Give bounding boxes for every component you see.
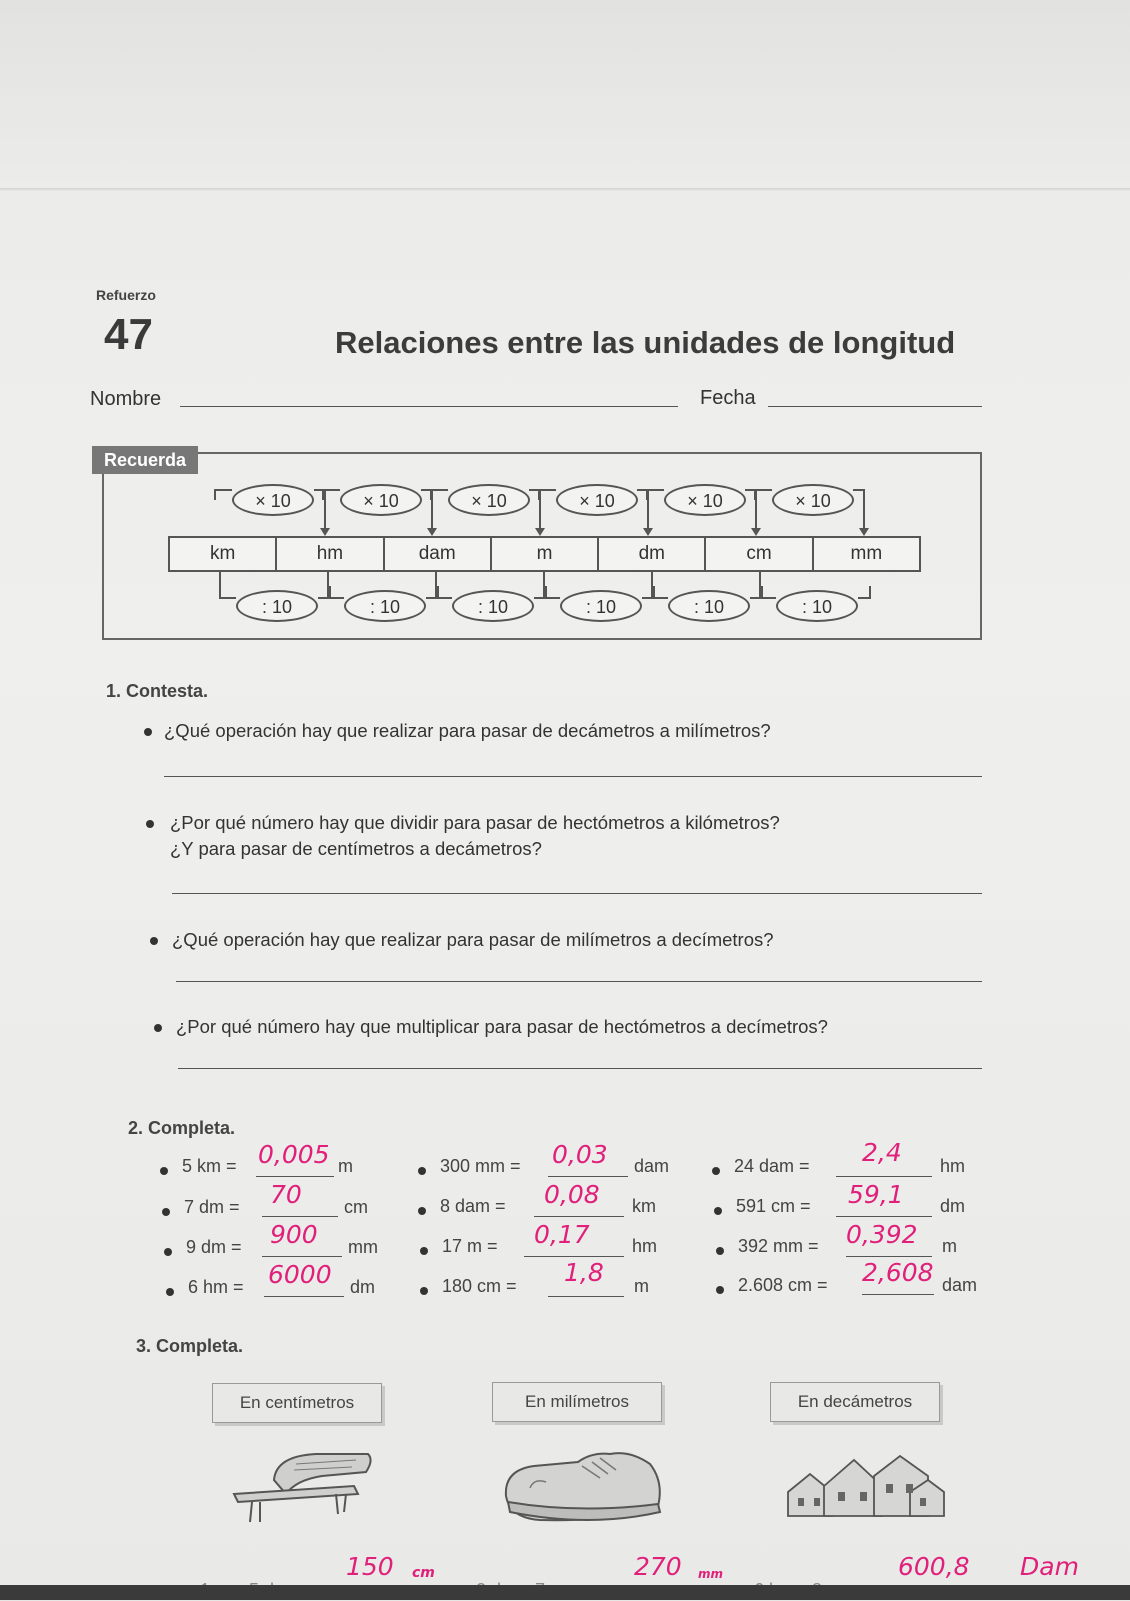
ex2-answer-line[interactable] [262, 1216, 338, 1217]
ex2-answer: 1,8 [564, 1258, 604, 1287]
bullet [714, 1207, 722, 1215]
ex3-answer: 150 [346, 1552, 394, 1581]
ex2-answer: 0,005 [258, 1140, 330, 1169]
unit-km: km [170, 538, 277, 570]
ex2-unit: mm [348, 1237, 378, 1257]
ex2-unit: cm [344, 1197, 368, 1217]
answer-line-4[interactable] [178, 1068, 982, 1069]
ex2-answer: 0,03 [552, 1140, 608, 1169]
multiply-oval-6: × 10 [772, 484, 854, 516]
bullet [716, 1247, 724, 1255]
multiply-oval-3: × 10 [448, 484, 530, 516]
unit-scale [168, 536, 921, 572]
unit-dm: dm [599, 538, 706, 570]
houses-illustration [778, 1446, 948, 1526]
ex2-left: 6 hm = [188, 1277, 244, 1297]
bench-illustration [226, 1450, 396, 1530]
divide-oval-3: : 10 [452, 590, 534, 622]
page-title: Relaciones entre las unidades de longitud [335, 325, 956, 360]
divide-oval-1: : 10 [236, 590, 318, 622]
divide-oval-2: : 10 [344, 590, 426, 622]
ex2-unit: dam [634, 1156, 670, 1176]
bullet [712, 1167, 720, 1175]
unit-mm: mm [850, 543, 883, 564]
ribbon-decametros: En decámetros [770, 1382, 940, 1422]
answer-line-1[interactable] [164, 776, 982, 777]
question-4: ¿Por qué número hay que multiplicar para pasar de hectómetros a decímetros? [176, 1016, 828, 1037]
ex3-unit: cm [412, 1565, 435, 1581]
ex2-left: 7 dm = [184, 1197, 240, 1217]
ex2-answer-line[interactable] [264, 1296, 344, 1297]
name-field[interactable] [180, 406, 678, 407]
ribbon-milimetros: En milímetros [492, 1382, 662, 1422]
answer-line-2[interactable] [172, 893, 982, 894]
ex2-left: 2.608 cm = [738, 1275, 828, 1295]
unit-cm: cm [706, 538, 813, 570]
divide-oval-6: : 10 [776, 590, 858, 622]
ex2-left: 392 mm = [738, 1236, 819, 1256]
ex2-answer-line[interactable] [846, 1256, 932, 1257]
ex2-unit: hm [632, 1236, 658, 1256]
bullet [420, 1247, 428, 1255]
ex2-answer: 0,392 [846, 1220, 918, 1249]
date-field[interactable] [768, 406, 982, 407]
question-3: ¿Qué operación hay que realizar para pasar de milímetros a decímetros? [172, 929, 774, 950]
multiply-oval-5: × 10 [664, 484, 746, 516]
ex2-answer: 2,4 [862, 1138, 902, 1167]
ex2-left: 24 dam = [734, 1156, 810, 1176]
ex2-left: 180 cm = [442, 1276, 517, 1296]
question-2b: ¿Y para pasar de centímetros a decámetros? [170, 838, 542, 859]
bullet [164, 1248, 172, 1256]
ex3-answer: 600,8 [898, 1552, 970, 1581]
exercise-3-heading: 3. Completa. [136, 1336, 244, 1356]
ribbon-centimetros: En centímetros [212, 1383, 382, 1423]
section-label: Refuerzo [96, 287, 156, 303]
date-label: Fecha [700, 387, 756, 409]
ex2-answer: 900 [270, 1220, 318, 1249]
ex3-answer: 270 [634, 1552, 682, 1581]
ex2-unit: dm [350, 1277, 376, 1297]
bottom-edge [0, 1585, 1130, 1600]
bullet [716, 1286, 724, 1294]
ex2-answer: 59,1 [848, 1180, 904, 1209]
ex2-answer-line[interactable] [836, 1176, 932, 1177]
ex2-answer: 2,608 [862, 1258, 934, 1287]
ex2-answer-line[interactable] [256, 1176, 334, 1177]
ex2-answer: 0,08 [544, 1180, 600, 1209]
divide-oval-5: : 10 [668, 590, 750, 622]
bullet [154, 1024, 162, 1032]
exercise-1-heading: 1. Contesta. [106, 681, 209, 701]
ex2-answer-line[interactable] [836, 1216, 932, 1217]
ex2-answer-line[interactable] [262, 1256, 342, 1257]
exercise-2-heading: 2. Completa. [128, 1118, 236, 1138]
question-2a: ¿Por qué número hay que dividir para pasar de hectómetros a kilómetros? [170, 812, 780, 833]
ex2-left: 17 m = [442, 1236, 498, 1256]
multiply-oval-2: × 10 [340, 484, 422, 516]
ex2-left: 9 dm = [186, 1237, 242, 1257]
ex2-left: 5 km = [182, 1156, 237, 1176]
worksheet-number: 47 [104, 310, 153, 359]
ex3-unit: mm [698, 1567, 724, 1581]
ex2-answer-line[interactable] [862, 1294, 934, 1295]
bullet [420, 1287, 428, 1295]
ex2-answer-line[interactable] [524, 1256, 624, 1257]
recuerda-tag: Recuerda [92, 446, 198, 474]
unit-m: m [492, 538, 599, 570]
multiply-oval-4: × 10 [556, 484, 638, 516]
shoe-illustration [500, 1448, 670, 1528]
bullet [418, 1167, 426, 1175]
ex2-left: 300 mm = [440, 1156, 521, 1176]
question-1: ¿Qué operación hay que realizar para pasar de decámetros a milímetros? [164, 720, 771, 741]
bullet [418, 1207, 426, 1215]
bullet [166, 1288, 174, 1296]
multiply-oval-1: × 10 [232, 484, 314, 516]
ex2-answer: 70 [270, 1180, 302, 1209]
bullet [162, 1208, 170, 1216]
ex2-unit: km [632, 1196, 656, 1216]
bullet [160, 1167, 168, 1175]
bullet [146, 820, 154, 828]
ex2-answer-line[interactable] [534, 1216, 624, 1217]
page-fold [0, 188, 1130, 192]
bullet [144, 728, 152, 736]
ex2-left: 591 cm = [736, 1196, 811, 1216]
ex2-unit: hm [940, 1156, 966, 1176]
ex2-unit: m [942, 1236, 957, 1256]
ex2-left: 8 dam = [440, 1196, 506, 1216]
answer-line-3[interactable] [176, 981, 982, 982]
ex2-answer-line[interactable] [548, 1176, 628, 1177]
ex3-unit: Dam [1020, 1552, 1079, 1581]
ex2-unit: dam [942, 1275, 978, 1295]
ex2-answer-line[interactable] [548, 1296, 624, 1297]
unit-hm: hm [277, 538, 384, 570]
ex2-answer: 6000 [268, 1260, 332, 1289]
bullet [150, 937, 158, 945]
divide-oval-4: : 10 [560, 590, 642, 622]
ex2-unit: m [338, 1156, 353, 1176]
ex2-answer: 0,17 [534, 1220, 590, 1249]
unit-dam: dam [385, 538, 492, 570]
ex2-unit: m [634, 1276, 649, 1296]
name-label: Nombre [90, 388, 162, 410]
ex2-unit: dm [940, 1196, 966, 1216]
